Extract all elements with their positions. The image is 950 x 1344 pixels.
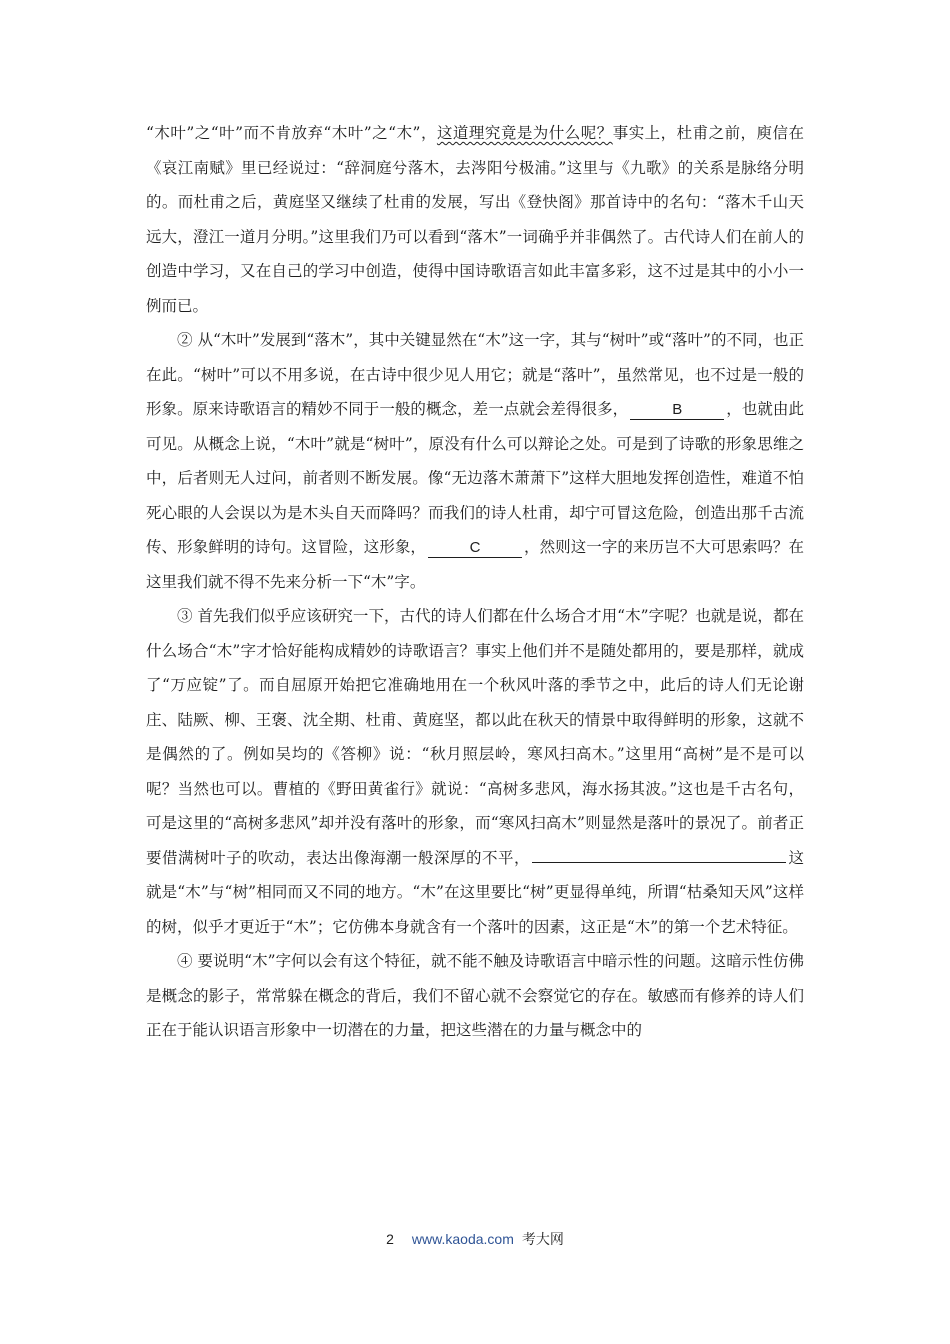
fill-blank-b: B xyxy=(630,401,724,420)
text-run: ，也就由此可见。从概念上说，“木叶”就是“树叶”，原没有什么可以辩论之处。可是到了诗歌的形象思维之中，后者则无人过问，前者则不断发展。像“无边落木萧萧下”这样大胆地发挥创造性，难道不怕死心眼的人会误以为是木头自天而降吗？而我们的诗人杜甫，却宁可冒这危险，创造出那千古流传、形象鲜明的诗句。这冒险，这形象， xyxy=(146,400,804,556)
text-run: ③ 首先我们似乎应该研究一下，古代的诗人们都在什么场合才用“木”字呢？也就是说，都在什么场合“木”字才恰好能构成精妙的诗歌语言？事实上他们并不是随处都用的，要是那样，就成了“万应锭”了。而自屈原开始把它准确地用在一个秋风叶落的季节之中，此后的诗人们无论谢庄、陆厥、柳、王褒、沈全期、杜甫、黄庭坚，都以此在秋天的情景中取得鲜明的形象，这就不是偶然的了。例如吴均的《答柳》说：“秋月照层岭，寒风扫高木。”这里用“高树”是不是可以呢？当然也可以。曹植的《野田黄雀行》就说：“高树多悲风，海水扬其波。”这也是千古名句，可是这里的“高树多悲风”却并没有落叶的形象，而“寒风扫高木”则显然是落叶的景况了。前者正要借满树叶子的吹动，表达出像海潮一般深厚的不平， xyxy=(146,607,804,867)
paragraph-3 xyxy=(146,599,804,944)
site-link[interactable]: www.kaoda.com xyxy=(411,1231,514,1247)
page-footer xyxy=(0,1229,950,1249)
text-run: “木叶”之“叶”而不肯放弃“木叶”之“木”， xyxy=(146,124,437,142)
text-run: ，然则这一字的来历岂不大可思索吗？在这里我们就不得不先来分析一下“木”字。 xyxy=(146,538,804,591)
text-run: 事实上，杜甫之前，庾信在《哀江南赋》里已经说过：“辞洞庭兮落木，去涔阳兮极浦。”这里与《九歌》的关系是脉络分明的。而杜甫之后，黄庭坚又继续了杜甫的发展，写出《登快阁》那首诗中的名句：“落木千山天远大，澄江一道月分明。”这里我们乃可以看到“落木”一词确乎并非偶然了。古代诗人们在前人的创造中学习，又在自己的学习中创造，使得中国诗歌语言如此丰富多彩，这不过是其中的小小一例而已。 xyxy=(146,124,804,315)
text-run: 这就是“木”与“树”相同而又不同的地方。“木”在这里要比“树”更显得单纯，所谓“枯桑知天风”这样的树，似乎才更近于“木”；它仿佛本身就含有一个落叶的因素，这正是“木”的第一个艺术特征。 xyxy=(146,848,804,936)
paragraph-4 xyxy=(146,944,804,1048)
text-run: ④ 要说明“木”字何以会有这个特征，就不能不触及诗歌语言中暗示性的问题。这暗示性仿佛是概念的影子，常常躲在概念的背后，我们不留心就不会察觉它的存在。敏感而有修养的诗人们正在于能认识语言形象中一切潜在的力量，把这些潜在的力量与概念中的 xyxy=(146,952,804,1039)
site-name: 考大网 xyxy=(521,1231,564,1247)
article-body xyxy=(146,116,804,1048)
paragraph-1 xyxy=(146,116,804,323)
fill-blank-long xyxy=(532,862,786,863)
paragraph-2 xyxy=(146,323,804,599)
page-number: 2 xyxy=(386,1231,394,1247)
text-run: ② 从“木叶”发展到“落木”，其中关键显然在“木”这一字，其与“树叶”或“落叶”的不同，也正在此。“树叶”可以不用多说，在古诗中很少见人用它；就是“落叶”，虽然常见，也不过是一般的形象。原来诗歌语言的精妙不同于一般的概念，差一点就会差得很多， xyxy=(146,331,804,418)
fill-blank-c: C xyxy=(428,539,522,558)
wavy-underlined-question: 这道理究竟是为什么呢？ xyxy=(436,124,613,142)
